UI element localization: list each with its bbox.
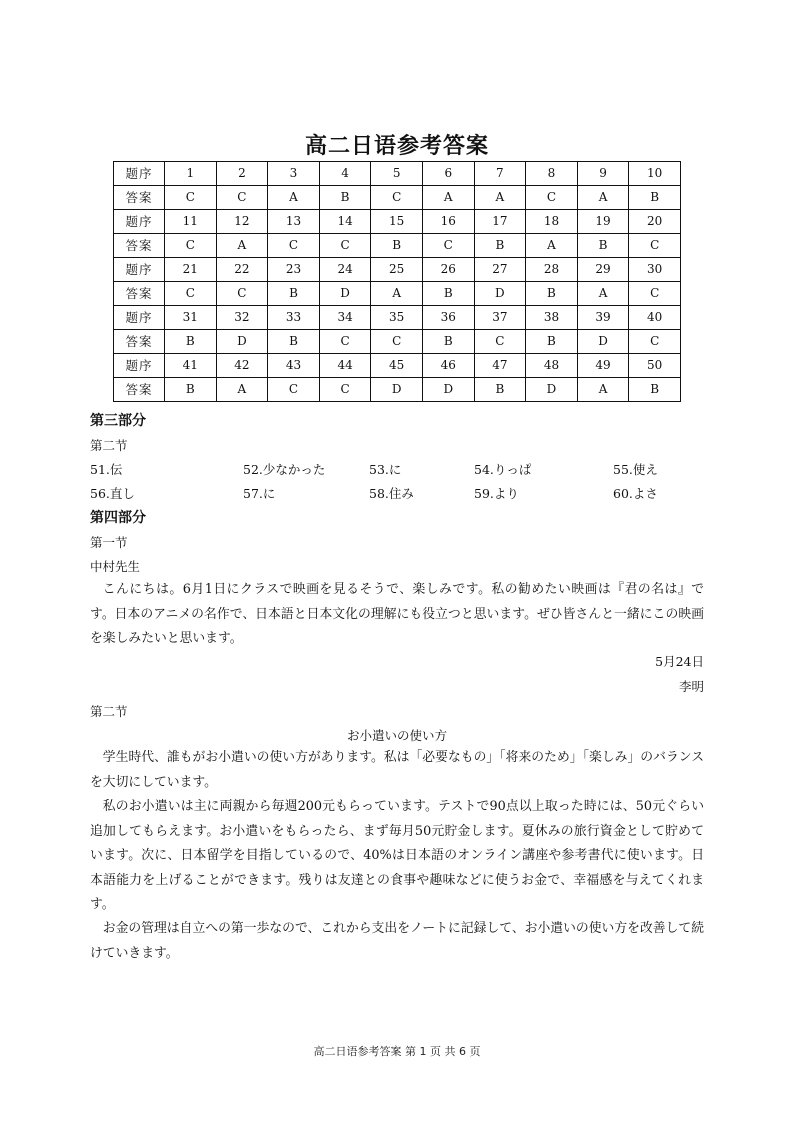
- question-number-cell: 26: [422, 258, 474, 282]
- part4-section1-label: 第一节: [90, 535, 128, 550]
- letter-salutation: 中村先生: [90, 559, 141, 574]
- answer-cell: B: [422, 330, 474, 354]
- question-number-cell: 44: [319, 354, 371, 378]
- fill-answer-54: 54.りっぱ: [474, 462, 532, 477]
- answer-cell: A: [216, 378, 268, 402]
- question-number-cell: 20: [629, 210, 681, 234]
- answer-cell: A: [422, 186, 474, 210]
- question-number-cell: 15: [371, 210, 423, 234]
- row-label: 答案: [114, 330, 165, 354]
- question-number-row: [114, 258, 681, 282]
- answer-cell: C: [474, 330, 526, 354]
- answer-cell: D: [319, 282, 371, 306]
- question-number-cell: 34: [319, 306, 371, 330]
- question-number-cell: 30: [629, 258, 681, 282]
- question-number-row: [114, 162, 681, 186]
- answer-cell: A: [526, 234, 578, 258]
- answer-cell: B: [268, 330, 320, 354]
- question-number-cell: 43: [268, 354, 320, 378]
- question-number-cell: 48: [526, 354, 578, 378]
- fill-answer-57: 57.に: [243, 486, 276, 501]
- question-number-cell: 25: [371, 258, 423, 282]
- letter-body: こんにちは。6月1日にクラスで映画を見るそうで、楽しみです。私の勧めたい映画は『君の名は』です。日本のアニメの名作で、日本語と日本文化の理解にも役立つと思います。ぜひ皆さんと一緒にこの映画を楽しみたいと思います。: [90, 582, 704, 646]
- answer-cell: C: [165, 186, 217, 210]
- answer-cell: A: [474, 186, 526, 210]
- question-number-cell: 7: [474, 162, 526, 186]
- question-number-cell: 28: [526, 258, 578, 282]
- question-number-cell: 16: [422, 210, 474, 234]
- answer-cell: B: [526, 282, 578, 306]
- answer-cell: B: [526, 330, 578, 354]
- answer-cell: B: [474, 234, 526, 258]
- question-number-cell: 47: [474, 354, 526, 378]
- answer-cell: D: [216, 330, 268, 354]
- answer-cell: B: [319, 186, 371, 210]
- essay-title: お小遣いの使い方: [346, 728, 447, 743]
- answer-cell: C: [629, 330, 681, 354]
- question-number-cell: 23: [268, 258, 320, 282]
- answer-row: [114, 282, 681, 306]
- answer-cell: D: [422, 378, 474, 402]
- question-number-cell: 1: [165, 162, 217, 186]
- question-number-cell: 32: [216, 306, 268, 330]
- page-title: 高二日语参考答案: [304, 134, 489, 159]
- question-number-cell: 31: [165, 306, 217, 330]
- answer-cell: A: [268, 186, 320, 210]
- question-number-cell: 40: [629, 306, 681, 330]
- answer-row: [114, 234, 681, 258]
- question-number-cell: 49: [577, 354, 629, 378]
- answer-row: [114, 378, 681, 402]
- question-number-cell: 18: [526, 210, 578, 234]
- essay-paragraph-1: 学生時代、誰もがお小遣いの使い方があります。私は「必要なもの」「将来のため」「楽しみ」のバランスを大切にしています。: [90, 750, 704, 790]
- answer-cell: A: [577, 378, 629, 402]
- part3-heading: 第三部分: [90, 413, 146, 429]
- answer-cell: C: [319, 378, 371, 402]
- answer-cell: C: [371, 330, 423, 354]
- answer-cell: A: [577, 282, 629, 306]
- question-number-cell: 8: [526, 162, 578, 186]
- answer-cell: B: [629, 186, 681, 210]
- answer-cell: B: [474, 378, 526, 402]
- answer-cell: C: [629, 234, 681, 258]
- answer-cell: C: [165, 234, 217, 258]
- answer-cell: C: [216, 186, 268, 210]
- answer-cell: C: [319, 330, 371, 354]
- answer-cell: C: [216, 282, 268, 306]
- answer-row: [114, 186, 681, 210]
- row-label: 答案: [114, 378, 165, 402]
- part4-section2-label: 第二节: [90, 704, 128, 719]
- fill-answer-56: 56.直し: [90, 486, 135, 501]
- answer-cell: D: [526, 378, 578, 402]
- answer-cell: A: [577, 186, 629, 210]
- answer-cell: D: [371, 378, 423, 402]
- question-number-cell: 13: [268, 210, 320, 234]
- answer-cell: C: [422, 234, 474, 258]
- essay-paragraph-2: 私のお小遣いは主に両親から毎週200元もらっています。テストで90点以上取った時には、50元ぐらい追加してもらえます。お小遣いをもらったら、まず毎月50元貯金します。夏休みの旅行資金として貯めています。次に、日本留学を目指しているので、40%は日本語のオンライン講座や参考書代に使います。日本語能力を上げることができます。残りは友達との食事や趣味などに使うお金で、幸福感を与えてくれます。: [90, 799, 704, 912]
- answer-cell: B: [422, 282, 474, 306]
- question-number-row: [114, 210, 681, 234]
- answer-cell: B: [268, 282, 320, 306]
- question-number-cell: 29: [577, 258, 629, 282]
- question-number-cell: 11: [165, 210, 217, 234]
- question-number-cell: 37: [474, 306, 526, 330]
- answer-table: [113, 161, 681, 402]
- fill-answer-55: 55.使え: [613, 462, 658, 477]
- row-label: 题序: [114, 306, 165, 330]
- row-label: 题序: [114, 354, 165, 378]
- fill-answer-59: 59.より: [474, 486, 519, 501]
- answer-cell: A: [216, 234, 268, 258]
- question-number-cell: 33: [268, 306, 320, 330]
- question-number-row: [114, 306, 681, 330]
- row-label: 题序: [114, 210, 165, 234]
- answer-cell: C: [371, 186, 423, 210]
- answer-cell: C: [526, 186, 578, 210]
- row-label: 题序: [114, 258, 165, 282]
- fill-answer-52: 52.少なかった: [243, 462, 326, 477]
- answer-cell: C: [268, 234, 320, 258]
- question-number-cell: 3: [268, 162, 320, 186]
- fill-answer-51: 51.伝: [90, 462, 123, 477]
- answer-cell: B: [371, 234, 423, 258]
- part4-heading: 第四部分: [90, 510, 146, 526]
- question-number-cell: 14: [319, 210, 371, 234]
- answer-cell: C: [268, 378, 320, 402]
- row-label: 答案: [114, 282, 165, 306]
- question-number-row: [114, 354, 681, 378]
- question-number-cell: 6: [422, 162, 474, 186]
- question-number-cell: 22: [216, 258, 268, 282]
- question-number-cell: 45: [371, 354, 423, 378]
- fill-answer-60: 60.よさ: [613, 486, 658, 501]
- question-number-cell: 21: [165, 258, 217, 282]
- question-number-cell: 9: [577, 162, 629, 186]
- question-number-cell: 35: [371, 306, 423, 330]
- question-number-cell: 5: [371, 162, 423, 186]
- letter-signature: 李明: [678, 679, 704, 694]
- fill-answer-58: 58.住み: [369, 486, 414, 501]
- question-number-cell: 46: [422, 354, 474, 378]
- answer-cell: B: [165, 330, 217, 354]
- row-label: 题序: [114, 162, 165, 186]
- question-number-cell: 19: [577, 210, 629, 234]
- question-number-cell: 10: [629, 162, 681, 186]
- question-number-cell: 41: [165, 354, 217, 378]
- row-label: 答案: [114, 234, 165, 258]
- answer-cell: A: [371, 282, 423, 306]
- answer-cell: B: [165, 378, 217, 402]
- question-number-cell: 17: [474, 210, 526, 234]
- question-number-cell: 36: [422, 306, 474, 330]
- answer-cell: C: [165, 282, 217, 306]
- question-number-cell: 24: [319, 258, 371, 282]
- answer-cell: C: [319, 234, 371, 258]
- answer-cell: B: [629, 378, 681, 402]
- letter-date: 5月24日: [655, 654, 704, 669]
- answer-cell: D: [577, 330, 629, 354]
- answer-cell: B: [577, 234, 629, 258]
- part3-section-label: 第二节: [90, 438, 128, 453]
- essay-paragraph-3: お金の管理は自立への第一歩なので、これから支出をノートに記録して、お小遣いの使い方を改善して続けていきます。: [90, 921, 704, 961]
- question-number-cell: 38: [526, 306, 578, 330]
- answer-cell: C: [629, 282, 681, 306]
- question-number-cell: 50: [629, 354, 681, 378]
- fill-answer-53: 53.に: [369, 462, 402, 477]
- question-number-cell: 39: [577, 306, 629, 330]
- answer-row: [114, 330, 681, 354]
- question-number-cell: 27: [474, 258, 526, 282]
- row-label: 答案: [114, 186, 165, 210]
- answer-cell: D: [474, 282, 526, 306]
- question-number-cell: 42: [216, 354, 268, 378]
- question-number-cell: 2: [216, 162, 268, 186]
- page-footer: 高二日语参考答案 第 1 页 共 6 页: [313, 1045, 481, 1058]
- question-number-cell: 4: [319, 162, 371, 186]
- question-number-cell: 12: [216, 210, 268, 234]
